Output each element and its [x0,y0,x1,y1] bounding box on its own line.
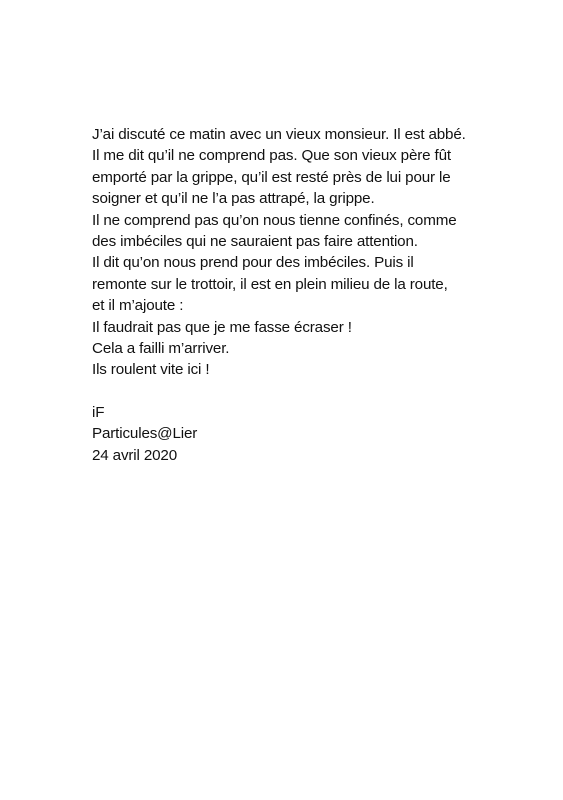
body-line-5: Il ne comprend pas qu’on nous tienne confinés, comme [92,211,457,229]
body-line-1: J’ai discuté ce matin avec un vieux monsieur. Il est abbé. [92,126,466,143]
paragraph-spacer [92,381,532,402]
signature-initials: iF [92,404,105,422]
body-line-12: Ils roulent vite ici ! [92,361,210,379]
body-line-2: Il me dit qu’il ne comprend pas. Que son vieux père fût [92,147,451,165]
document-text [92,124,532,466]
body-line-3: emporté par la grippe, qu’il est resté près de lui pour le [92,168,451,186]
body-line-8: remonte sur le trottoir, il est en plein milieu de la route, [92,275,448,293]
body-line-6: des imbéciles qui ne sauraient pas faire attention. [92,232,418,250]
body-line-10: Il faudrait pas que je me fasse écraser ! [92,318,352,336]
body-line-4: soigner et qu’il ne l’a pas attrapé, la grippe. [92,190,375,208]
signature-date: 24 avril 2020 [92,446,178,464]
body-line-9: et il m’ajoute : [92,297,184,315]
body-line-7: Il dit qu’on nous prend pour des imbéciles. Puis il [92,254,414,272]
body-line-11: Cela a failli m’arriver. [92,339,230,357]
signature-handle: Particules@Lier [92,425,198,443]
